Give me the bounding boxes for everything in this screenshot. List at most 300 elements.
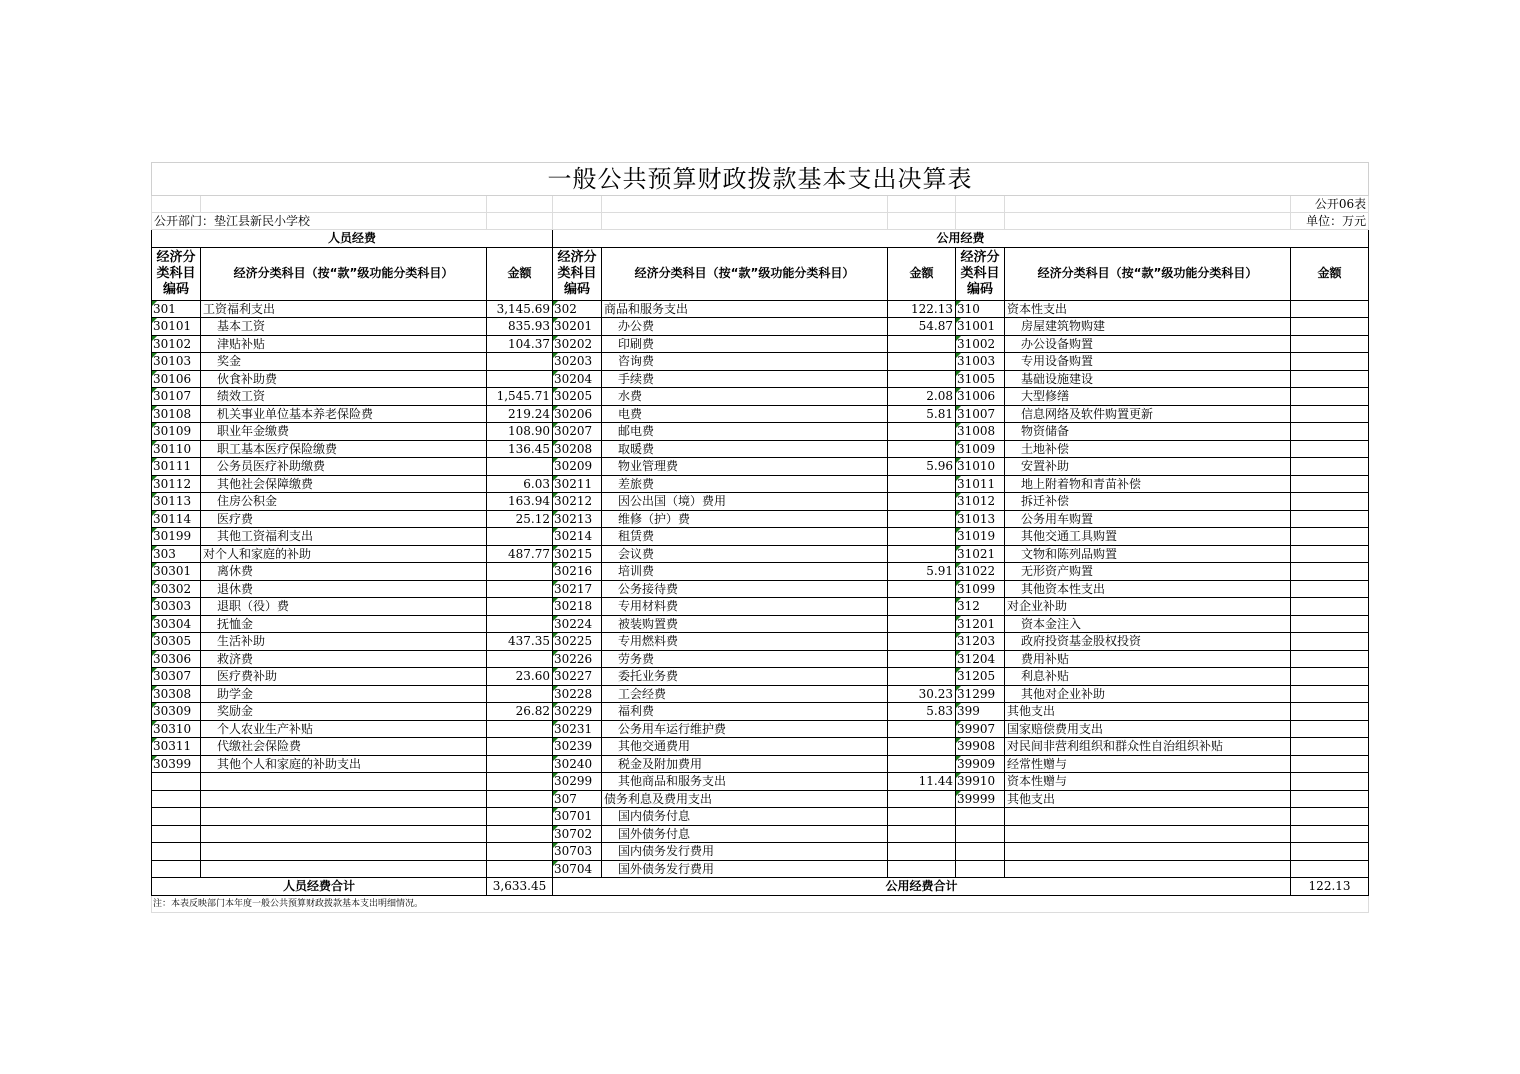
- amount-cell: [888, 825, 956, 843]
- code-cell: 30211: [553, 475, 602, 493]
- amount-cell: [487, 808, 553, 826]
- amount-cell: [1291, 370, 1369, 388]
- item-name-cell: 其他交通工具购置: [1005, 528, 1291, 546]
- code-cell: 30308: [152, 685, 201, 703]
- code-cell: 30108: [152, 405, 201, 423]
- header-code-2: 经济分类科目编码: [553, 247, 602, 300]
- table-row: [152, 773, 1369, 791]
- amount-cell: [888, 598, 956, 616]
- table-row: [152, 825, 1369, 843]
- code-cell: 30101: [152, 318, 201, 336]
- amount-cell: [487, 370, 553, 388]
- header-amount-1: 金额: [487, 247, 553, 300]
- item-name-cell: 地上附着物和青苗补偿: [1005, 475, 1291, 493]
- table-row: [152, 685, 1369, 703]
- amount-cell: 3,145.69: [487, 300, 553, 318]
- code-cell: 30204: [553, 370, 602, 388]
- table-row: [152, 458, 1369, 476]
- amount-cell: [1291, 440, 1369, 458]
- code-cell: 30239: [553, 738, 602, 756]
- code-cell: 31019: [956, 528, 1005, 546]
- code-cell: 31007: [956, 405, 1005, 423]
- table-row: [152, 703, 1369, 721]
- item-name-cell: 公务用车购置: [1005, 510, 1291, 528]
- item-name-cell: 奖励金: [201, 703, 487, 721]
- item-name-cell: [1005, 843, 1291, 861]
- table-row: [152, 353, 1369, 371]
- item-name-cell: 生活补助: [201, 633, 487, 651]
- item-name-cell: 被装购置费: [602, 615, 888, 633]
- item-name-cell: 职工基本医疗保险缴费: [201, 440, 487, 458]
- code-cell: 31022: [956, 563, 1005, 581]
- amount-cell: 104.37: [487, 335, 553, 353]
- code-cell: [956, 808, 1005, 826]
- item-name-cell: 因公出国（境）费用: [602, 493, 888, 511]
- code-cell: 31299: [956, 685, 1005, 703]
- amount-cell: [1291, 528, 1369, 546]
- amount-cell: [888, 668, 956, 686]
- code-cell: 307: [553, 790, 602, 808]
- table-row: [152, 440, 1369, 458]
- amount-cell: [487, 860, 553, 878]
- code-cell: 30206: [553, 405, 602, 423]
- item-name-cell: 其他个人和家庭的补助支出: [201, 755, 487, 773]
- table-row: [152, 580, 1369, 598]
- table-row: [152, 738, 1369, 756]
- code-cell: 30114: [152, 510, 201, 528]
- amount-cell: [1291, 615, 1369, 633]
- item-name-cell: 公务接待费: [602, 580, 888, 598]
- item-name-cell: [201, 860, 487, 878]
- item-name-cell: [1005, 825, 1291, 843]
- personnel-total-amount: 3,633.45: [487, 878, 553, 896]
- code-cell: 30103: [152, 353, 201, 371]
- amount-cell: [888, 493, 956, 511]
- item-name-cell: 费用补贴: [1005, 650, 1291, 668]
- item-name-cell: 医疗费补助: [201, 668, 487, 686]
- item-name-cell: [1005, 808, 1291, 826]
- amount-cell: [487, 353, 553, 371]
- item-name-cell: 专用设备购置: [1005, 353, 1291, 371]
- code-cell: 30226: [553, 650, 602, 668]
- item-name-cell: 对民间非营利组织和群众性自治组织补贴: [1005, 738, 1291, 756]
- code-cell: 30218: [553, 598, 602, 616]
- code-cell: 39910: [956, 773, 1005, 791]
- amount-cell: [1291, 773, 1369, 791]
- code-cell: [956, 843, 1005, 861]
- amount-cell: 108.90: [487, 423, 553, 441]
- item-name-cell: 其他资本性支出: [1005, 580, 1291, 598]
- item-name-cell: 其他对企业补助: [1005, 685, 1291, 703]
- item-name-cell: 咨询费: [602, 353, 888, 371]
- item-name-cell: 代缴社会保险费: [201, 738, 487, 756]
- code-cell: 39999: [956, 790, 1005, 808]
- item-name-cell: 会议费: [602, 545, 888, 563]
- item-name-cell: 办公设备购置: [1005, 335, 1291, 353]
- amount-cell: [888, 650, 956, 668]
- amount-cell: [888, 738, 956, 756]
- code-cell: 30704: [553, 860, 602, 878]
- amount-cell: [1291, 335, 1369, 353]
- amount-cell: [487, 773, 553, 791]
- code-cell: 30309: [152, 703, 201, 721]
- item-name-cell: 专用材料费: [602, 598, 888, 616]
- amount-cell: [888, 808, 956, 826]
- code-cell: 30113: [152, 493, 201, 511]
- item-name-cell: 基础设施建设: [1005, 370, 1291, 388]
- amount-cell: [1291, 720, 1369, 738]
- code-cell: 30199: [152, 528, 201, 546]
- code-cell: 31013: [956, 510, 1005, 528]
- table-row: [152, 405, 1369, 423]
- item-name-cell: 印刷费: [602, 335, 888, 353]
- code-cell: 30205: [553, 388, 602, 406]
- code-cell: 30225: [553, 633, 602, 651]
- code-cell: 30111: [152, 458, 201, 476]
- amount-cell: [1291, 808, 1369, 826]
- item-name-cell: 福利费: [602, 703, 888, 721]
- item-name-cell: 公务员医疗补助缴费: [201, 458, 487, 476]
- code-cell: 30214: [553, 528, 602, 546]
- amount-cell: [888, 353, 956, 371]
- table-row: [152, 808, 1369, 826]
- amount-cell: 1,545.71: [487, 388, 553, 406]
- amount-cell: [1291, 598, 1369, 616]
- item-name-cell: [201, 790, 487, 808]
- amount-cell: [888, 528, 956, 546]
- item-name-cell: 维修（护）费: [602, 510, 888, 528]
- amount-cell: [1291, 353, 1369, 371]
- item-name-cell: 水费: [602, 388, 888, 406]
- amount-cell: [888, 580, 956, 598]
- item-name-cell: 手续费: [602, 370, 888, 388]
- code-cell: 31009: [956, 440, 1005, 458]
- table-row: [152, 650, 1369, 668]
- amount-cell: [1291, 388, 1369, 406]
- item-name-cell: 劳务费: [602, 650, 888, 668]
- table-note: 注：本表反映部门本年度一般公共预算财政拨款基本支出明细情况。: [152, 895, 1369, 912]
- item-name-cell: 抚恤金: [201, 615, 487, 633]
- amount-cell: [1291, 685, 1369, 703]
- code-cell: 30110: [152, 440, 201, 458]
- unit-label: 单位：万元: [1291, 213, 1369, 230]
- amount-cell: 122.13: [888, 300, 956, 318]
- code-cell: 30304: [152, 615, 201, 633]
- item-name-cell: 文物和陈列品购置: [1005, 545, 1291, 563]
- code-cell: 30213: [553, 510, 602, 528]
- item-name-cell: 政府投资基金股权投资: [1005, 633, 1291, 651]
- table-row: [152, 790, 1369, 808]
- item-name-cell: 其他商品和服务支出: [602, 773, 888, 791]
- code-cell: 30202: [553, 335, 602, 353]
- amount-cell: [487, 615, 553, 633]
- item-name-cell: 无形资产购置: [1005, 563, 1291, 581]
- item-name-cell: 债务利息及费用支出: [602, 790, 888, 808]
- amount-cell: [1291, 755, 1369, 773]
- item-name-cell: 职业年金缴费: [201, 423, 487, 441]
- amount-cell: 11.44: [888, 773, 956, 791]
- item-name-cell: 退职（役）费: [201, 598, 487, 616]
- item-name-cell: 专用燃料费: [602, 633, 888, 651]
- amount-cell: [487, 755, 553, 773]
- code-cell: 30201: [553, 318, 602, 336]
- code-cell: [152, 825, 201, 843]
- code-cell: 30217: [553, 580, 602, 598]
- amount-cell: [1291, 458, 1369, 476]
- amount-cell: 5.83: [888, 703, 956, 721]
- code-cell: 30301: [152, 563, 201, 581]
- code-cell: 30305: [152, 633, 201, 651]
- table-number: 公开06表: [1291, 196, 1369, 213]
- code-cell: 31006: [956, 388, 1005, 406]
- amount-cell: [487, 790, 553, 808]
- code-cell: 30307: [152, 668, 201, 686]
- code-cell: 312: [956, 598, 1005, 616]
- amount-cell: [1291, 738, 1369, 756]
- item-name-cell: [201, 843, 487, 861]
- amount-cell: [1291, 475, 1369, 493]
- code-cell: 31012: [956, 493, 1005, 511]
- code-cell: 30302: [152, 580, 201, 598]
- amount-cell: [1291, 563, 1369, 581]
- code-cell: 30229: [553, 703, 602, 721]
- amount-cell: [1291, 300, 1369, 318]
- amount-cell: [1291, 703, 1369, 721]
- amount-cell: [487, 563, 553, 581]
- item-name-cell: 其他工资福利支出: [201, 528, 487, 546]
- item-name-cell: 租赁费: [602, 528, 888, 546]
- item-name-cell: 邮电费: [602, 423, 888, 441]
- code-cell: 303: [152, 545, 201, 563]
- item-name-cell: 资本性支出: [1005, 300, 1291, 318]
- code-cell: 31201: [956, 615, 1005, 633]
- code-cell: 31011: [956, 475, 1005, 493]
- amount-cell: 6.03: [487, 475, 553, 493]
- table-row: [152, 370, 1369, 388]
- amount-cell: 5.91: [888, 563, 956, 581]
- code-cell: 30702: [553, 825, 602, 843]
- code-cell: 31021: [956, 545, 1005, 563]
- amount-cell: [888, 860, 956, 878]
- item-name-cell: 培训费: [602, 563, 888, 581]
- personnel-total-label: 人员经费合计: [152, 878, 487, 896]
- section-public: 公用经费: [553, 230, 1369, 248]
- amount-cell: [1291, 790, 1369, 808]
- code-cell: 31005: [956, 370, 1005, 388]
- item-name-cell: 救济费: [201, 650, 487, 668]
- item-name-cell: 商品和服务支出: [602, 300, 888, 318]
- code-cell: 30228: [553, 685, 602, 703]
- code-cell: 31002: [956, 335, 1005, 353]
- item-name-cell: 取暖费: [602, 440, 888, 458]
- amount-cell: [1291, 843, 1369, 861]
- amount-cell: 835.93: [487, 318, 553, 336]
- item-name-cell: 伙食补助费: [201, 370, 487, 388]
- amount-cell: [1291, 580, 1369, 598]
- item-name-cell: [1005, 860, 1291, 878]
- table-row: [152, 563, 1369, 581]
- code-cell: 30227: [553, 668, 602, 686]
- amount-cell: [888, 423, 956, 441]
- table-row: [152, 528, 1369, 546]
- item-name-cell: 拆迁补偿: [1005, 493, 1291, 511]
- amount-cell: [487, 580, 553, 598]
- item-name-cell: 工会经费: [602, 685, 888, 703]
- amount-cell: [487, 458, 553, 476]
- amount-cell: [487, 598, 553, 616]
- department-label: 公开部门：垫江县新民小学校: [152, 213, 487, 230]
- amount-cell: 5.96: [888, 458, 956, 476]
- item-name-cell: 津贴补贴: [201, 335, 487, 353]
- amount-cell: [1291, 545, 1369, 563]
- amount-cell: 2.08: [888, 388, 956, 406]
- item-name-cell: 基本工资: [201, 318, 487, 336]
- item-name-cell: 工资福利支出: [201, 300, 487, 318]
- table-row: [152, 615, 1369, 633]
- code-cell: 31008: [956, 423, 1005, 441]
- table-row: [152, 388, 1369, 406]
- amount-cell: [888, 790, 956, 808]
- amount-cell: [1291, 318, 1369, 336]
- item-name-cell: 房屋建筑物购建: [1005, 318, 1291, 336]
- item-name-cell: 其他交通费用: [602, 738, 888, 756]
- table-row: [152, 335, 1369, 353]
- item-name-cell: 资本金注入: [1005, 615, 1291, 633]
- amount-cell: [888, 633, 956, 651]
- code-cell: 30310: [152, 720, 201, 738]
- amount-cell: 23.60: [487, 668, 553, 686]
- item-name-cell: 对企业补助: [1005, 598, 1291, 616]
- code-cell: 30240: [553, 755, 602, 773]
- code-cell: 30215: [553, 545, 602, 563]
- item-name-cell: 其他社会保障缴费: [201, 475, 487, 493]
- code-cell: 39908: [956, 738, 1005, 756]
- amount-cell: 26.82: [487, 703, 553, 721]
- amount-cell: [487, 825, 553, 843]
- item-name-cell: 信息网络及软件购置更新: [1005, 405, 1291, 423]
- item-name-cell: 物资储备: [1005, 423, 1291, 441]
- item-name-cell: 土地补偿: [1005, 440, 1291, 458]
- item-name-cell: 退休费: [201, 580, 487, 598]
- item-name-cell: 国内债务付息: [602, 808, 888, 826]
- amount-cell: [487, 528, 553, 546]
- amount-cell: [1291, 633, 1369, 651]
- header-code-3: 经济分类科目编码: [956, 247, 1005, 300]
- header-amount-2: 金额: [888, 247, 956, 300]
- amount-cell: [888, 370, 956, 388]
- item-name-cell: 税金及附加费用: [602, 755, 888, 773]
- table-row: [152, 423, 1369, 441]
- amount-cell: [888, 843, 956, 861]
- item-name-cell: 助学金: [201, 685, 487, 703]
- code-cell: 39907: [956, 720, 1005, 738]
- code-cell: 30703: [553, 843, 602, 861]
- item-name-cell: 办公费: [602, 318, 888, 336]
- table-row: [152, 545, 1369, 563]
- public-total-label: 公用经费合计: [553, 878, 1291, 896]
- item-name-cell: 差旅费: [602, 475, 888, 493]
- header-name-3: 经济分类科目（按“款”级功能分类科目）: [1005, 247, 1291, 300]
- amount-cell: [487, 720, 553, 738]
- header-name-1: 经济分类科目（按“款”级功能分类科目）: [201, 247, 487, 300]
- amount-cell: [888, 545, 956, 563]
- code-cell: 30399: [152, 755, 201, 773]
- item-name-cell: 绩效工资: [201, 388, 487, 406]
- amount-cell: [888, 335, 956, 353]
- item-name-cell: 利息补贴: [1005, 668, 1291, 686]
- amount-cell: 25.12: [487, 510, 553, 528]
- code-cell: 30306: [152, 650, 201, 668]
- table-row: [152, 843, 1369, 861]
- code-cell: [152, 773, 201, 791]
- code-cell: 31003: [956, 353, 1005, 371]
- code-cell: 31010: [956, 458, 1005, 476]
- amount-cell: [1291, 510, 1369, 528]
- item-name-cell: [201, 825, 487, 843]
- table-title: 一般公共预算财政拨款基本支出决算表: [152, 163, 1369, 196]
- item-name-cell: 住房公积金: [201, 493, 487, 511]
- item-name-cell: 个人农业生产补贴: [201, 720, 487, 738]
- code-cell: 31099: [956, 580, 1005, 598]
- amount-cell: [888, 720, 956, 738]
- amount-cell: [487, 843, 553, 861]
- code-cell: 30109: [152, 423, 201, 441]
- code-cell: 30224: [553, 615, 602, 633]
- code-cell: 30299: [553, 773, 602, 791]
- header-name-2: 经济分类科目（按“款”级功能分类科目）: [602, 247, 888, 300]
- code-cell: 30216: [553, 563, 602, 581]
- amount-cell: 136.45: [487, 440, 553, 458]
- code-cell: 31204: [956, 650, 1005, 668]
- table-row: [152, 668, 1369, 686]
- item-name-cell: 国家赔偿费用支出: [1005, 720, 1291, 738]
- amount-cell: 219.24: [487, 405, 553, 423]
- code-cell: [956, 860, 1005, 878]
- amount-cell: [888, 755, 956, 773]
- item-name-cell: 公务用车运行维护费: [602, 720, 888, 738]
- item-name-cell: 国外债务发行费用: [602, 860, 888, 878]
- code-cell: 30106: [152, 370, 201, 388]
- amount-cell: 437.35: [487, 633, 553, 651]
- code-cell: 30208: [553, 440, 602, 458]
- item-name-cell: 国内债务发行费用: [602, 843, 888, 861]
- item-name-cell: 国外债务付息: [602, 825, 888, 843]
- table-row: [152, 318, 1369, 336]
- amount-cell: [487, 738, 553, 756]
- section-personnel: 人员经费: [152, 230, 553, 248]
- code-cell: 30102: [152, 335, 201, 353]
- code-cell: 310: [956, 300, 1005, 318]
- code-cell: 30207: [553, 423, 602, 441]
- code-cell: 30231: [553, 720, 602, 738]
- table-row: [152, 720, 1369, 738]
- amount-cell: 5.81: [888, 405, 956, 423]
- code-cell: [152, 808, 201, 826]
- public-total-amount: 122.13: [1291, 878, 1369, 896]
- item-name-cell: 资本性赠与: [1005, 773, 1291, 791]
- code-cell: 30107: [152, 388, 201, 406]
- code-cell: 30112: [152, 475, 201, 493]
- code-cell: [956, 825, 1005, 843]
- item-name-cell: 其他支出: [1005, 790, 1291, 808]
- amount-cell: 487.77: [487, 545, 553, 563]
- item-name-cell: 医疗费: [201, 510, 487, 528]
- header-amount-3: 金额: [1291, 247, 1369, 300]
- table-row: [152, 510, 1369, 528]
- code-cell: 30311: [152, 738, 201, 756]
- item-name-cell: 机关事业单位基本养老保险费: [201, 405, 487, 423]
- amount-cell: [888, 510, 956, 528]
